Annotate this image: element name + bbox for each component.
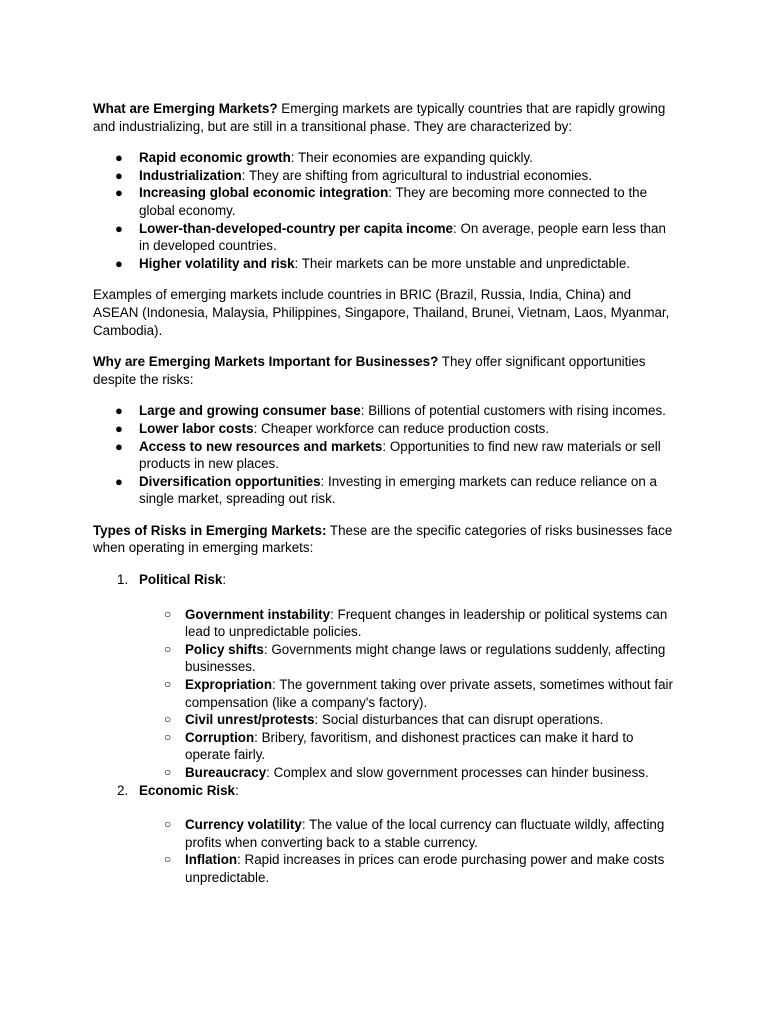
risk-category bbox=[93, 571, 675, 782]
risk-title: Political Risk bbox=[139, 572, 223, 588]
risk-items bbox=[139, 606, 675, 782]
bullet-icon: ● bbox=[115, 255, 123, 271]
list-number: 2. bbox=[117, 782, 129, 798]
item-desc: : Cheaper workforce can reduce production costs. bbox=[253, 420, 550, 436]
risk-items bbox=[139, 816, 675, 886]
opportunities-list bbox=[93, 402, 675, 508]
bullet-icon: ● bbox=[115, 185, 123, 201]
item-desc: : Their economies are expanding quickly. bbox=[290, 150, 533, 166]
circle-bullet-icon: ○ bbox=[164, 729, 172, 744]
item-desc: : Investing in emerging markets can reduce reliance on a single market, spreading out risk. bbox=[139, 473, 657, 507]
item-desc: : Governments might change laws or regulations suddenly, affecting businesses. bbox=[185, 641, 666, 675]
item-term: Lower-than-developed-country per capita income bbox=[139, 220, 453, 236]
item-desc: : Bribery, favoritism, and dishonest practices can make it hard to operate fairly. bbox=[185, 729, 634, 763]
examples-paragraph: Examples of emerging markets include countries in BRIC (Brazil, Russia, India, China) and ASEAN (Indonesia, Malaysia, Philippines, Singapore, Thailand, Brunei, Vietnam, Laos, Myanmar, Cambodia). bbox=[93, 287, 670, 338]
item-term: Bureaucracy bbox=[185, 765, 267, 780]
risk-category bbox=[93, 782, 675, 887]
types-paragraph bbox=[93, 522, 675, 557]
item-term: Policy shifts bbox=[185, 641, 264, 657]
list-number: 1. bbox=[117, 572, 129, 588]
characteristics-list bbox=[93, 149, 675, 272]
list-item bbox=[93, 255, 675, 273]
list-item bbox=[139, 711, 675, 729]
item-desc: : Billions of potential customers with rising incomes. bbox=[360, 403, 666, 419]
list-item bbox=[93, 438, 675, 473]
item-desc: : Complex and slow government processes can hinder business. bbox=[266, 765, 649, 780]
intro-paragraph bbox=[93, 100, 675, 135]
intro-text: Emerging markets are typically countries that are rapidly growing and industrializing, but are still in a transitional phase. They are characterized by: bbox=[93, 101, 666, 134]
bullet-icon: ● bbox=[115, 438, 123, 454]
why-text: They offer significant opportunities despite the risks: bbox=[93, 354, 646, 387]
circle-bullet-icon: ○ bbox=[164, 712, 172, 727]
list-item bbox=[93, 167, 675, 185]
bullet-icon: ● bbox=[115, 150, 123, 166]
list-item bbox=[93, 184, 675, 219]
list-item bbox=[139, 606, 675, 641]
item-desc: : Rapid increases in prices can erode purchasing power and make costs unpredictable. bbox=[185, 852, 665, 885]
circle-bullet-icon: ○ bbox=[164, 765, 172, 779]
bullet-icon: ● bbox=[115, 167, 123, 183]
why-heading: Why are Emerging Markets Important for Businesses? bbox=[93, 354, 439, 370]
item-term: Rapid economic growth bbox=[139, 150, 291, 166]
risk-title-suffix: : bbox=[235, 782, 239, 798]
intro-heading: What are Emerging Markets? bbox=[93, 101, 278, 116]
types-text: These are the specific categories of risks businesses face when operating in emerging markets: bbox=[93, 522, 673, 556]
list-item bbox=[139, 851, 675, 886]
bullet-icon: ● bbox=[115, 220, 123, 236]
item-term: Expropriation bbox=[185, 677, 273, 693]
item-desc: : Opportunities to find new raw materials or sell products in new places. bbox=[139, 438, 661, 472]
item-desc: : On average, people earn less than in developed countries. bbox=[139, 220, 666, 254]
risk-title-suffix: : bbox=[222, 572, 227, 588]
list-item bbox=[139, 816, 675, 851]
circle-bullet-icon: ○ bbox=[164, 641, 172, 656]
circle-bullet-icon: ○ bbox=[164, 817, 172, 832]
item-term: Civil unrest/protests bbox=[185, 712, 315, 728]
item-term: Increasing global economic integration bbox=[139, 185, 389, 201]
list-item bbox=[139, 729, 675, 764]
item-term: Inflation bbox=[185, 852, 238, 868]
item-desc: : They are shifting from agricultural to industrial economies. bbox=[241, 167, 592, 183]
item-desc: : Social disturbances that can disrupt operations. bbox=[314, 712, 604, 728]
circle-bullet-icon: ○ bbox=[164, 606, 172, 621]
list-item bbox=[139, 676, 675, 711]
item-desc: : The government taking over private assets, sometimes without fair compensation (like a company's factory). bbox=[185, 677, 673, 710]
document-page bbox=[93, 100, 675, 887]
why-paragraph bbox=[93, 353, 675, 388]
item-term: Lower labor costs bbox=[139, 420, 254, 436]
item-term: Currency volatility bbox=[185, 817, 302, 833]
circle-bullet-icon: ○ bbox=[164, 852, 172, 867]
item-term: Government instability bbox=[185, 606, 331, 622]
list-item bbox=[93, 402, 675, 420]
circle-bullet-icon: ○ bbox=[164, 677, 172, 692]
list-item bbox=[93, 220, 675, 255]
item-desc: : Their markets can be more unstable and unpredictable. bbox=[294, 255, 630, 271]
item-term: Access to new resources and markets bbox=[139, 438, 383, 454]
types-heading: Types of Risks in Emerging Markets: bbox=[93, 522, 327, 538]
list-item bbox=[93, 149, 675, 167]
list-item bbox=[93, 473, 675, 508]
bullet-icon: ● bbox=[115, 420, 123, 436]
item-term: Diversification opportunities bbox=[139, 473, 321, 489]
list-item bbox=[139, 641, 675, 676]
item-term: Industrialization bbox=[139, 167, 242, 183]
item-term: Large and growing consumer base bbox=[139, 403, 361, 419]
item-desc: : Frequent changes in leadership or political systems can lead to unpredictable policies. bbox=[185, 606, 668, 640]
risk-types-list bbox=[93, 571, 675, 887]
list-item bbox=[139, 764, 675, 782]
item-desc: : They are becoming more connected to the global economy. bbox=[139, 185, 648, 218]
item-term: Corruption bbox=[185, 729, 255, 745]
item-desc: : The value of the local currency can fluctuate wildly, affecting profits when converting back to a stable currency. bbox=[185, 817, 665, 850]
risk-title: Economic Risk bbox=[139, 782, 235, 798]
bullet-icon: ● bbox=[115, 473, 123, 489]
bullet-icon: ● bbox=[115, 403, 123, 419]
item-term: Higher volatility and risk bbox=[139, 255, 295, 271]
list-item bbox=[93, 420, 675, 438]
